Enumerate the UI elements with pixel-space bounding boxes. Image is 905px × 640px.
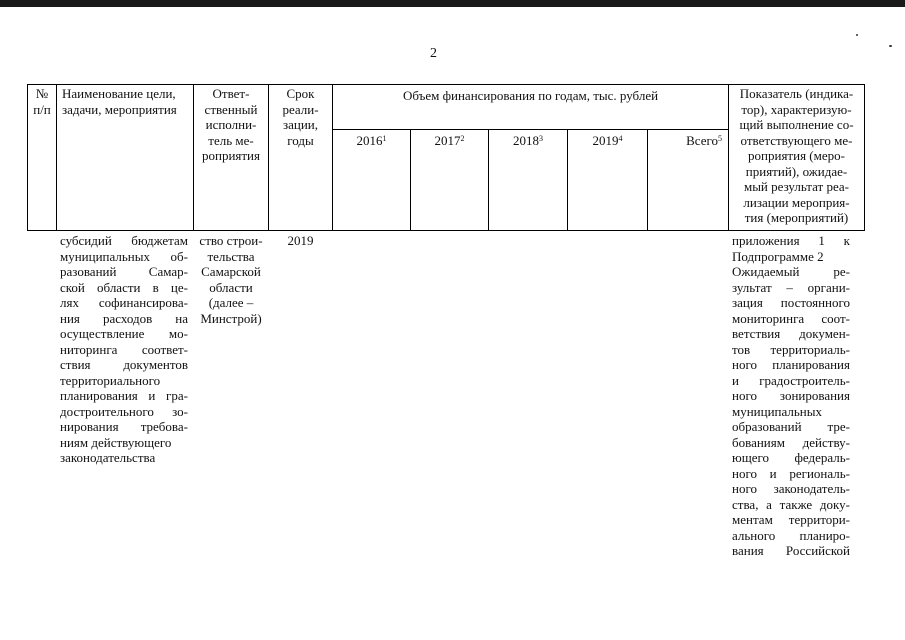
row-responsible-text: ство строи- тельства Самарской области (далее – Минстрой) (199, 233, 263, 326)
row-term-value: 2019 (287, 233, 314, 248)
header-responsible: Ответ- ственный исполни- тель ме- роприятия (201, 86, 260, 163)
header-number: № п/п (33, 86, 51, 117)
scan-top-border (0, 0, 905, 7)
row-indicator-text: приложения 1 к Подпрограмме 2 Ожидаемый ре- зультат – органи- зация постоянного мониторинга соот- ветствия докумен- тов территориаль- ного планирования и градостроитель- ного зонирования муниципальных образований тре- бованиям действу- ющего федераль- ного и региональ- ного законодатель- ства, а также доку- ментам территори- ального планиро- вания Российской (732, 233, 850, 558)
header-year-2016: 2016$^1$ (356, 133, 387, 148)
header-term: Срок реали- зации, годы (282, 86, 319, 148)
header-year-2017: 2017$^2$ (434, 133, 465, 148)
header-funding: Объем финансирования по годам, тыс. рублей (402, 88, 659, 103)
scan-speck (889, 45, 892, 47)
page-number: 2 (430, 46, 437, 61)
scan-speck (856, 34, 858, 36)
header-name: Наименование цели, задачи, мероприятия (62, 86, 177, 117)
row-name-text: субсидий бюджетам муниципальных об- разований Самар- ской области в це- лях софинансирова- ния расходов на осуществление мо- ниторинга соответ- ствия документов территориального планирования и гра- достроительного зо- нирования требова- ниям действующего законодательства (60, 233, 188, 465)
header-indicator: Показатель (индика- тор), характеризую- щий выполнение со- ответствующего ме- роприятия (меро- приятий), ожидае- мый результат реа- лизации мероприя- тия (мероприятий) (739, 86, 854, 225)
header-total: Всего$^5$ (686, 133, 722, 148)
header-year-2019: 2019$^4$ (592, 133, 623, 148)
header-year-2018: 2018$^3$ (513, 133, 543, 148)
